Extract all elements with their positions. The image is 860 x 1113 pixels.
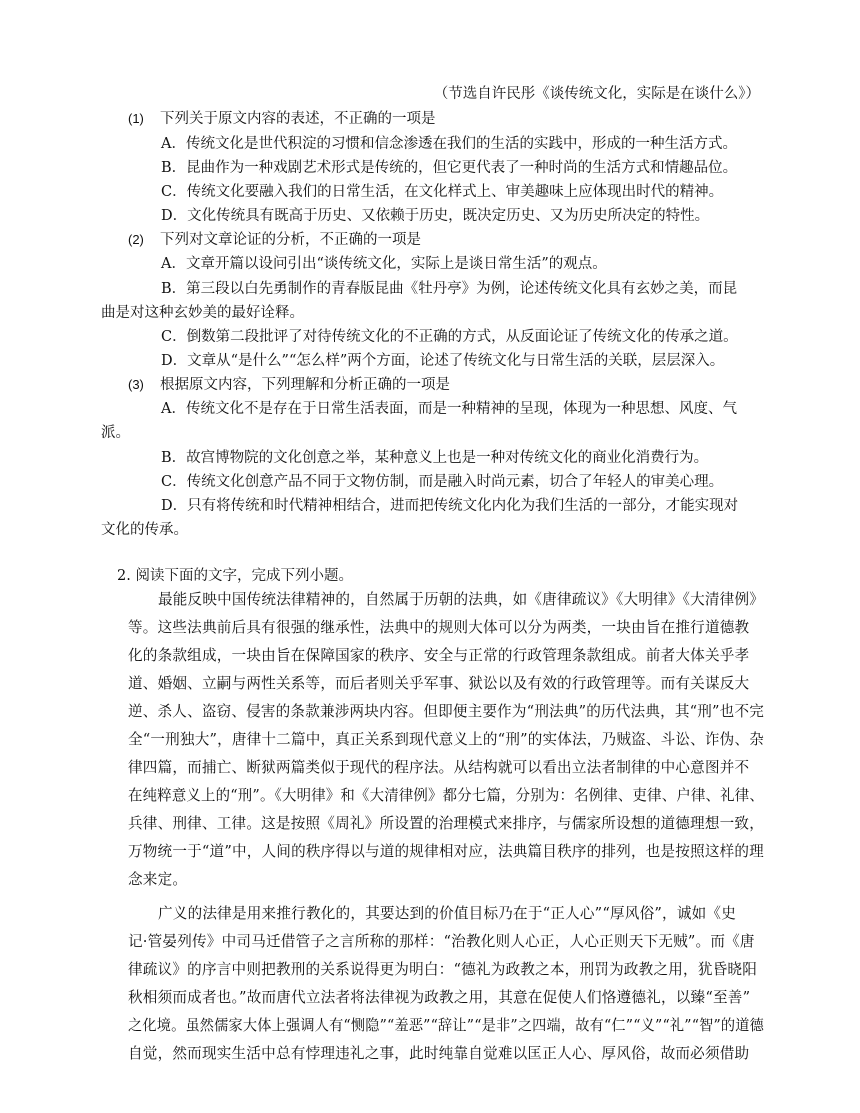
paragraph-line: 在纯粹意义上的“刑”。《大明律》和《大清律例》都分七篇，分别为：名例律、吏律、户律、礼律、: [128, 787, 764, 804]
question-stem: 下列关于原文内容的表述，不正确的一项是: [160, 111, 436, 127]
source-citation: （节选自许民彤《谈传统文化，实际是在谈什么》）: [433, 86, 760, 102]
option-c: C．传统文化创意产品不同于文物仿制，而是融入时尚元素，切合了年轻人的审美心理。: [161, 474, 724, 490]
option-b: B．第三段以白先勇制作的青春版昆曲《牡丹亭》为例，论述传统文化具有玄妙之美，而昆: [161, 281, 738, 297]
paragraph-line: 逆、杀人、盗窃、侵害的条款兼涉两块内容。但即便主要作为“刑法典”的历代法典，其“刑”也不完: [128, 703, 764, 720]
option-b: B．故宫博物院的文化创意之举，某种意义上也是一种对传统文化的商业化消费行为。: [161, 450, 709, 466]
paragraph-line: 最能反映中国传统法律精神的，自然属于历朝的法典，如《唐律疏议》《大明律》《大清律例》: [158, 591, 765, 608]
option-d-continued: 文化的传承。: [101, 522, 188, 538]
question-stem: 根据原文内容，下列理解和分析正确的一项是: [160, 377, 450, 393]
paragraph-line: 道、婚姻、立嗣与两性关系等，而后者则关乎军事、狱讼以及有效的行政管理等。而有关谋反大: [128, 675, 750, 692]
question-stem: 下列对文章论证的分析，不正确的一项是: [160, 232, 421, 248]
option-b: B．昆曲作为一种戏剧艺术形式是传统的，但它更代表了一种时尚的生活方式和情趣品位。: [161, 160, 738, 176]
paragraph-line: 广义的法律是用来推行教化的，其要达到的价值目标乃在于“正人心”“厚风俗”，诚如《史: [158, 905, 737, 922]
section-heading: 2. 阅读下面的文字，完成下列小题。: [117, 568, 353, 584]
paragraph-line: 秋相须而成者也。”故而唐代立法者将法律视为政教之用，其意在促使人们恪遵德礼，以臻“至善”: [128, 989, 751, 1006]
question-number: (3): [128, 377, 144, 392]
paragraph-line: 化的条款组成，一块由旨在保障国家的秩序、安全与正常的行政管理条款组成。前者大体关乎孝: [128, 647, 750, 664]
option-a: A．传统文化不是存在于日常生活表面，而是一种精神的呈现，体现为一种思想、风度、气: [161, 401, 737, 417]
option-a: A．文章开篇以设问引出“谈传统文化，实际上是谈日常生活”的观点。: [161, 256, 607, 272]
option-b-continued: 曲是对这种玄妙美的最好诠释。: [101, 305, 304, 321]
paragraph-line: 全“一刑独大”，唐律十二篇中，真正关系到现代意义上的“刑”的实体法，乃贼盗、斗讼、诈伪、杂: [128, 731, 764, 748]
paragraph-line: 记·管晏列传》中司马迁借管子之言所称的那样：“治教化则人心正，人心正则天下无贼”。而《唐: [128, 933, 755, 950]
option-a-continued: 派。: [101, 425, 130, 441]
paragraph-line: 兵律、刑律、工律。这是按照《周礼》所设置的治理模式来排序，与儒家所设想的道德理想一致，: [128, 815, 765, 832]
option-c: C．传统文化要融入我们的日常生活，在文化样式上、审美趣味上应体现出时代的精神。: [161, 184, 724, 200]
option-c: C．倒数第二段批评了对待传统文化的不正确的方式，从反面论证了传统文化的传承之道。: [161, 329, 738, 345]
paragraph-line: 万物统一于“道”中，人间的秩序得以与道的规律相对应，法典篇目秩序的排列，也是按照这样的理: [128, 843, 764, 860]
option-d: D．文化传统具有既高于历史、又依赖于历史，既决定历史、又为历史所决定的特性。: [161, 208, 710, 224]
question-number: (2): [128, 232, 144, 247]
paragraph-line: 之化境。虽然儒家大体上强调人有“恻隐”“羞恶”“辞让”“是非”之四端，故有“仁”“义”“礼”“智”的道德: [128, 1017, 765, 1034]
option-d: D．只有将传统和时代精神相结合，进而把传统文化内化为我们生活的一部分，才能实现对: [161, 498, 739, 514]
paragraph-line: 律四篇，而捕亡、断狱两篇类似于现代的程序法。从结构就可以看出立法者制律的中心意图并不: [128, 759, 750, 776]
question-number: (1): [128, 111, 144, 126]
paragraph-line: 自觉，然而现实生活中总有悖理违礼之事，此时纯靠自觉难以匡正人心、厚风俗，故而必须借助: [128, 1045, 750, 1062]
option-d: D．文章从“是什么”“怎么样”两个方面，论述了传统文化与日常生活的关联，层层深入。: [161, 353, 725, 369]
option-a: A．传统文化是世代积淀的习惯和信念渗透在我们的生活的实践中，形成的一种生活方式。: [161, 136, 737, 152]
paragraph-line: 律疏议》的序言中则把教刑的关系说得更为明白：“德礼为政教之本，刑罚为政教之用，犹昏晓阳: [128, 961, 758, 978]
paragraph-line: 念来定。: [128, 871, 188, 888]
paragraph-line: 等。这些法典前后具有很强的继承性，法典中的规则大体可以分为两类，一块由旨在推行道德教: [128, 619, 750, 636]
